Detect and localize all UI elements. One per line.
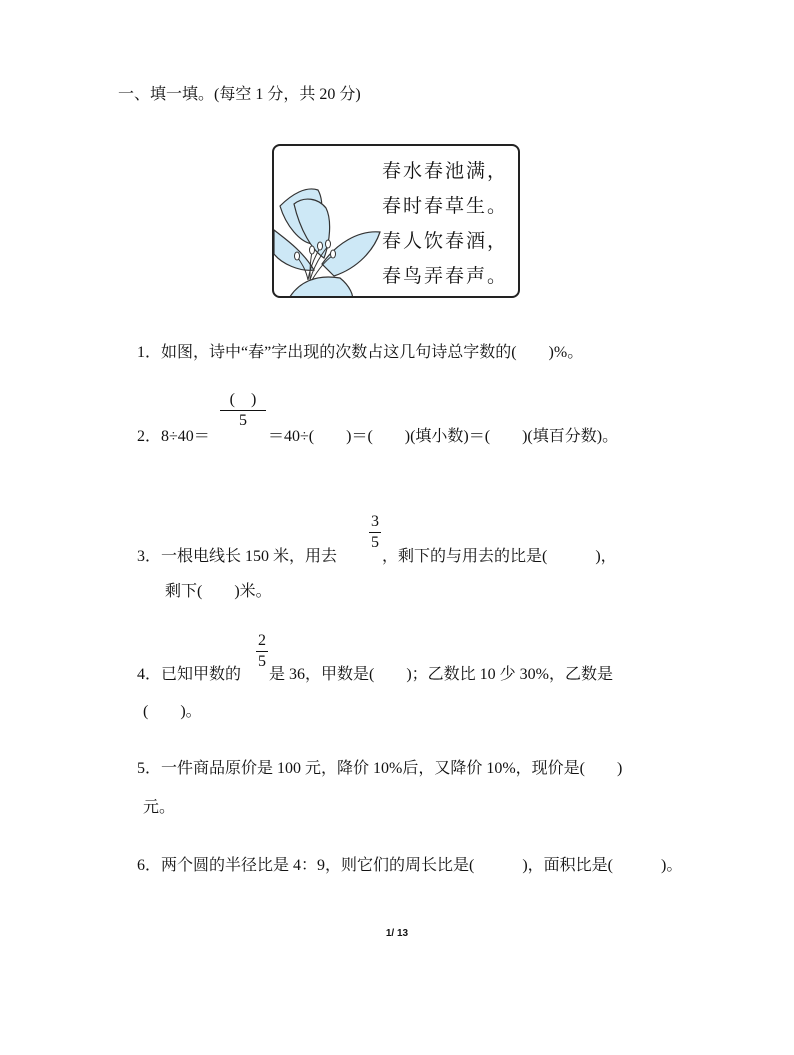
q4-fraction-numerator: 2: [258, 632, 266, 649]
question-4-line1-a: 4．已知甲数的: [137, 666, 242, 683]
question-5-line1: 5．一件商品原价是 100 元，降价 10%后，又降价 10%，现价是( ): [137, 760, 623, 777]
poem-line-1: 春水春池满，: [382, 160, 509, 182]
page-number: 1/ 13: [385, 928, 409, 939]
q4-fraction: [256, 632, 268, 671]
fraction-bar: [220, 410, 266, 411]
question-4-line1-b: 是 36，甲数是( )；乙数比 10 少 30%，乙数是: [269, 666, 613, 683]
q3-fraction: [369, 513, 381, 552]
question-3-line1-b: ，剩下的与用去的比是( )，: [382, 548, 617, 565]
q2-fraction-numerator: ( ): [229, 391, 257, 408]
q2-fraction: [220, 391, 266, 430]
fraction-bar: [256, 651, 268, 652]
q4-fraction-denominator: 5: [258, 653, 266, 670]
question-2-rest: ＝40÷( )＝( )(填小数)＝( )(填百分数)。: [268, 428, 619, 445]
question-2-prefix: 2．8÷40＝: [137, 428, 210, 445]
question-1: 1．如图，诗中“春”字出现的次数占这几句诗总字数的( )%。: [137, 344, 584, 361]
question-3-line1-a: 3．一根电线长 150 米，用去: [137, 548, 338, 565]
q3-fraction-denominator: 5: [371, 534, 379, 551]
question-3-line2: 剩下( )米。: [165, 583, 272, 600]
poem-illustration: [272, 144, 520, 298]
question-5-line2: 元。: [143, 799, 176, 816]
lily-flower-icon: [274, 146, 384, 298]
section-title: 一、填一填。(每空 1 分，共 20 分): [118, 86, 361, 103]
fraction-bar: [369, 532, 381, 533]
q3-fraction-numerator: 3: [371, 513, 379, 530]
question-4-line2: ( )。: [143, 703, 202, 720]
poem-line-3: 春人饮春酒，: [382, 230, 509, 252]
poem-line-4: 春鸟弄春声。: [382, 265, 509, 287]
q2-fraction-denominator: 5: [239, 412, 247, 429]
poem-line-2: 春时春草生。: [382, 195, 509, 217]
question-6: 6．两个圆的半径比是 4：9，则它们的周长比是( )，面积比是( )。: [137, 857, 683, 874]
